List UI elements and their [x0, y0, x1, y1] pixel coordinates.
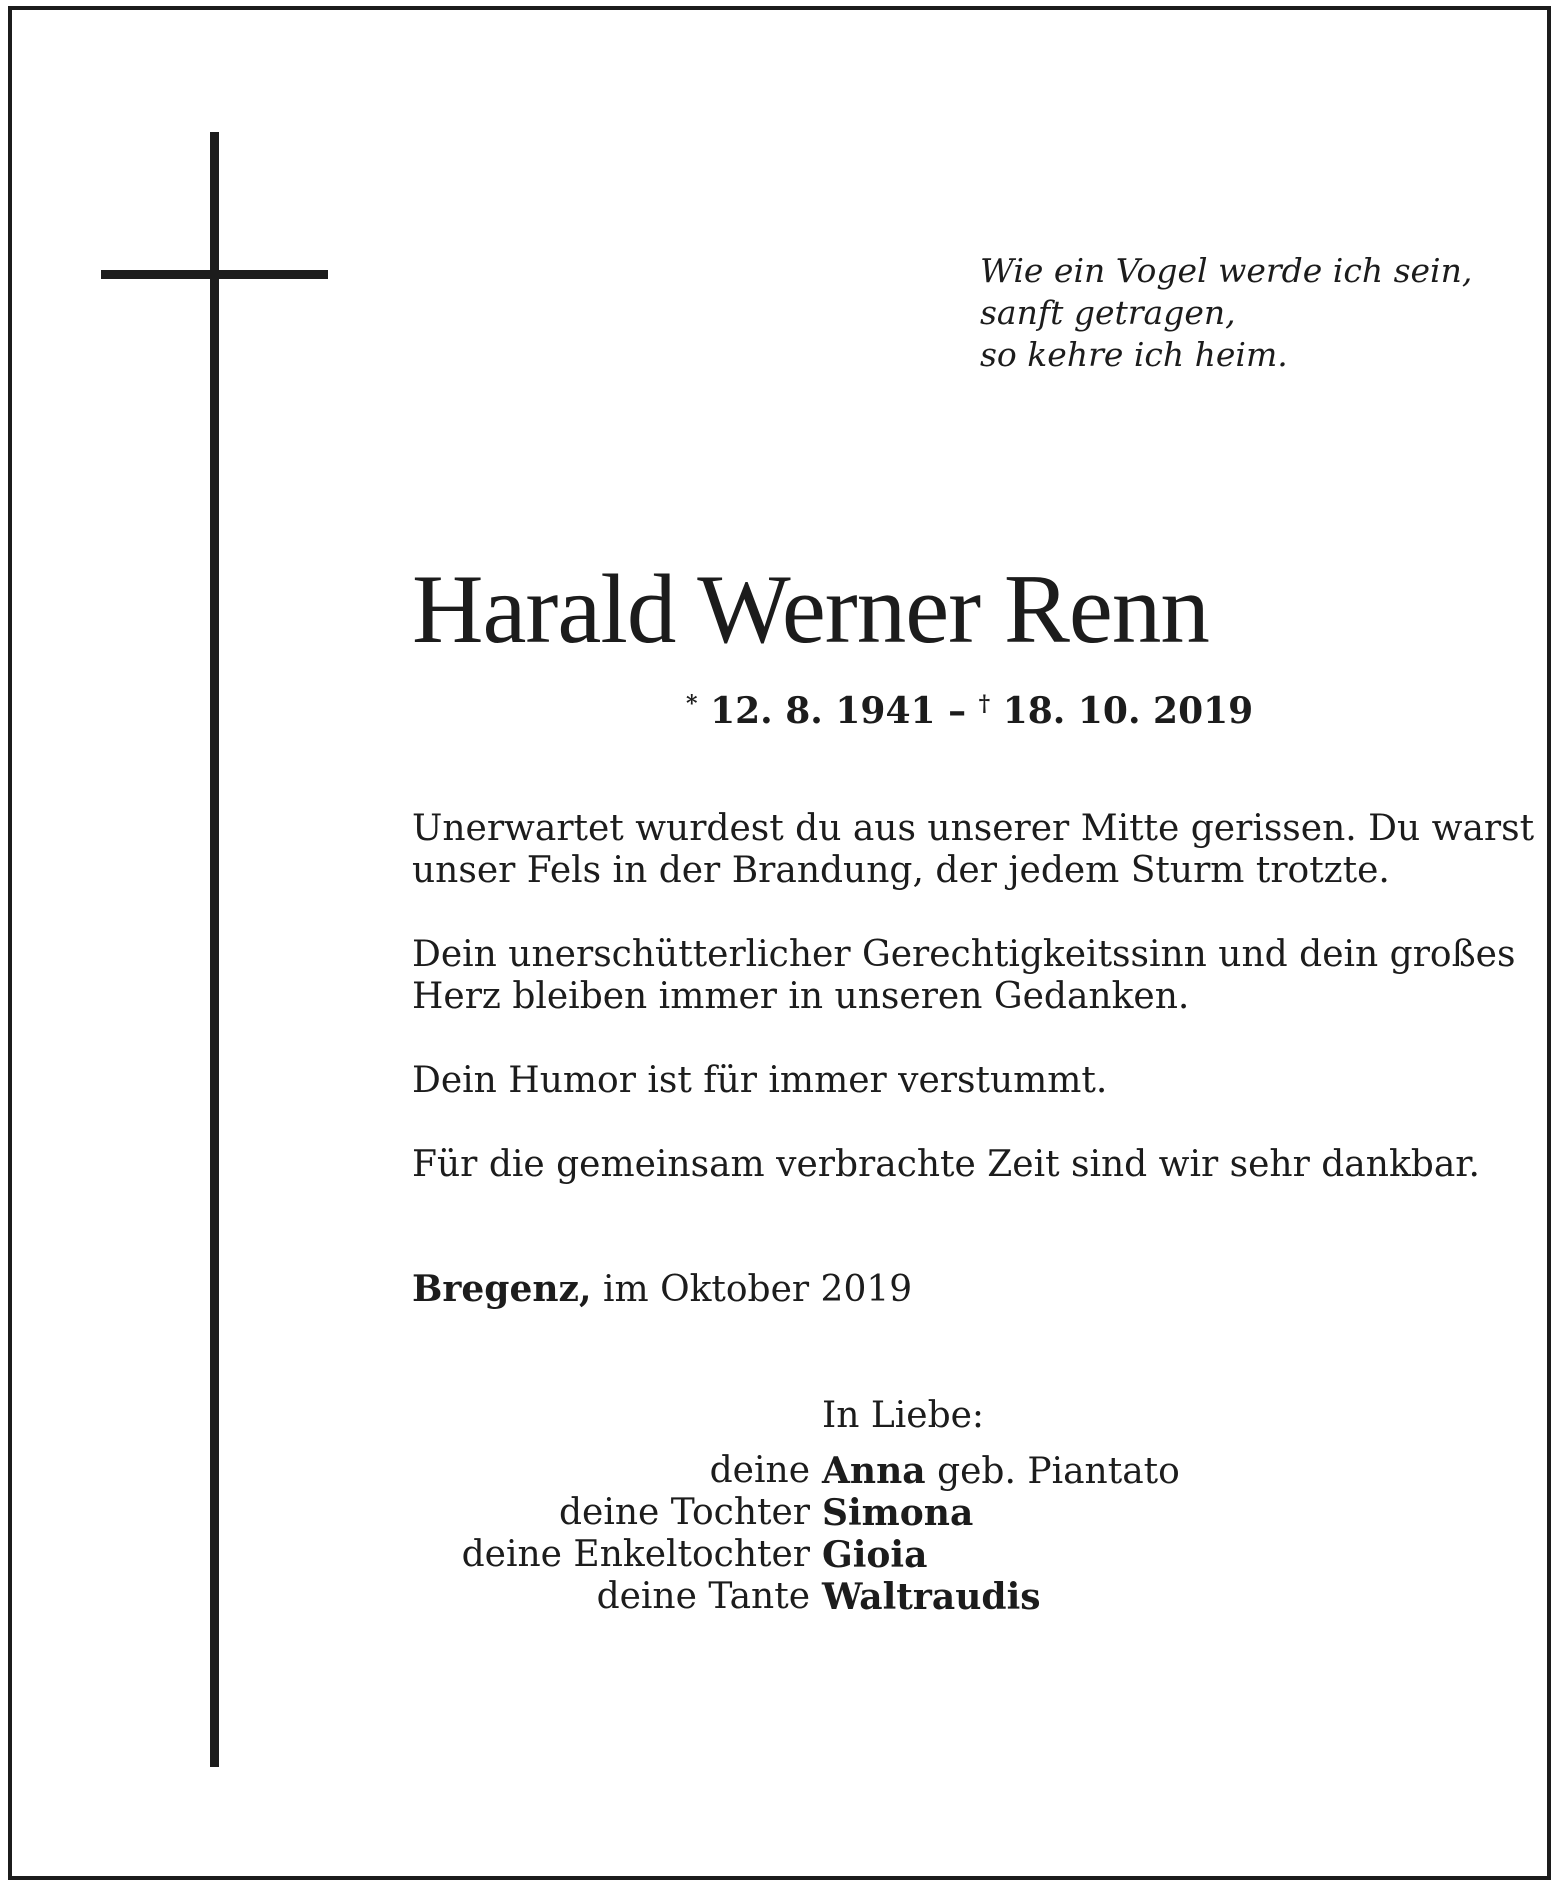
eulogy-line: Herz bleiben immer in unseren Gedanken.: [412, 976, 1190, 1017]
mourner-name: Gioia: [822, 1534, 928, 1576]
mourner-row: [412, 1450, 1312, 1492]
quote-line: Wie ein Vogel werde ich sein,: [980, 251, 1473, 290]
place-city: Bregenz,: [412, 1268, 592, 1310]
mourner-row: [412, 1534, 1312, 1576]
cross-vertical-bar: [210, 132, 219, 1767]
eulogy-line: unser Fels in der Brandung, der jedem Sturm trotzte.: [412, 850, 1390, 891]
place-month: im Oktober 2019: [602, 1269, 913, 1310]
mourner-relation: deine Tante: [596, 1576, 810, 1617]
death-date: 18. 10. 2019: [1002, 690, 1254, 732]
mourner-row: [412, 1576, 1312, 1618]
mourner-relation: deine: [709, 1450, 810, 1491]
mourner-suffix: geb. Piantato: [937, 1451, 1180, 1492]
quote-line: so kehre ich heim.: [980, 335, 1288, 374]
deceased-name: Harald Werner Renn: [412, 555, 1209, 664]
mourner-name: Simona: [822, 1492, 974, 1534]
mourner-relation: deine Enkeltochter: [461, 1534, 810, 1575]
mourner-relation: deine Tochter: [558, 1492, 810, 1533]
quote-line: sanft getragen,: [980, 293, 1236, 332]
eulogy-line: Dein Humor ist für immer verstummt.: [412, 1060, 1108, 1101]
eulogy-line: Unerwartet wurdest du aus unserer Mitte gerissen. Du warst: [412, 808, 1535, 849]
mourner-row: [412, 1492, 1312, 1534]
birth-symbol: *: [686, 691, 698, 717]
mourners-list: [412, 1450, 1312, 1618]
date-separator: –: [948, 690, 967, 732]
mourners-title: In Liebe:: [822, 1395, 985, 1436]
quote: [980, 250, 1472, 376]
eulogy-line: Dein unerschütterlicher Gerechtigkeitssinn und dein großes: [412, 934, 1516, 975]
mourner-name: Anna: [822, 1450, 926, 1492]
death-symbol: †: [978, 691, 991, 717]
birth-date: 12. 8. 1941: [710, 690, 936, 732]
cross-horizontal-bar: [101, 270, 328, 279]
mourner-name: Waltraudis: [822, 1576, 1041, 1618]
eulogy-line: Für die gemeinsam verbrachte Zeit sind wir sehr dankbar.: [412, 1144, 1480, 1185]
life-dates: [686, 682, 1253, 733]
eulogy-text: [412, 808, 1535, 1186]
place-date: [412, 1268, 912, 1311]
